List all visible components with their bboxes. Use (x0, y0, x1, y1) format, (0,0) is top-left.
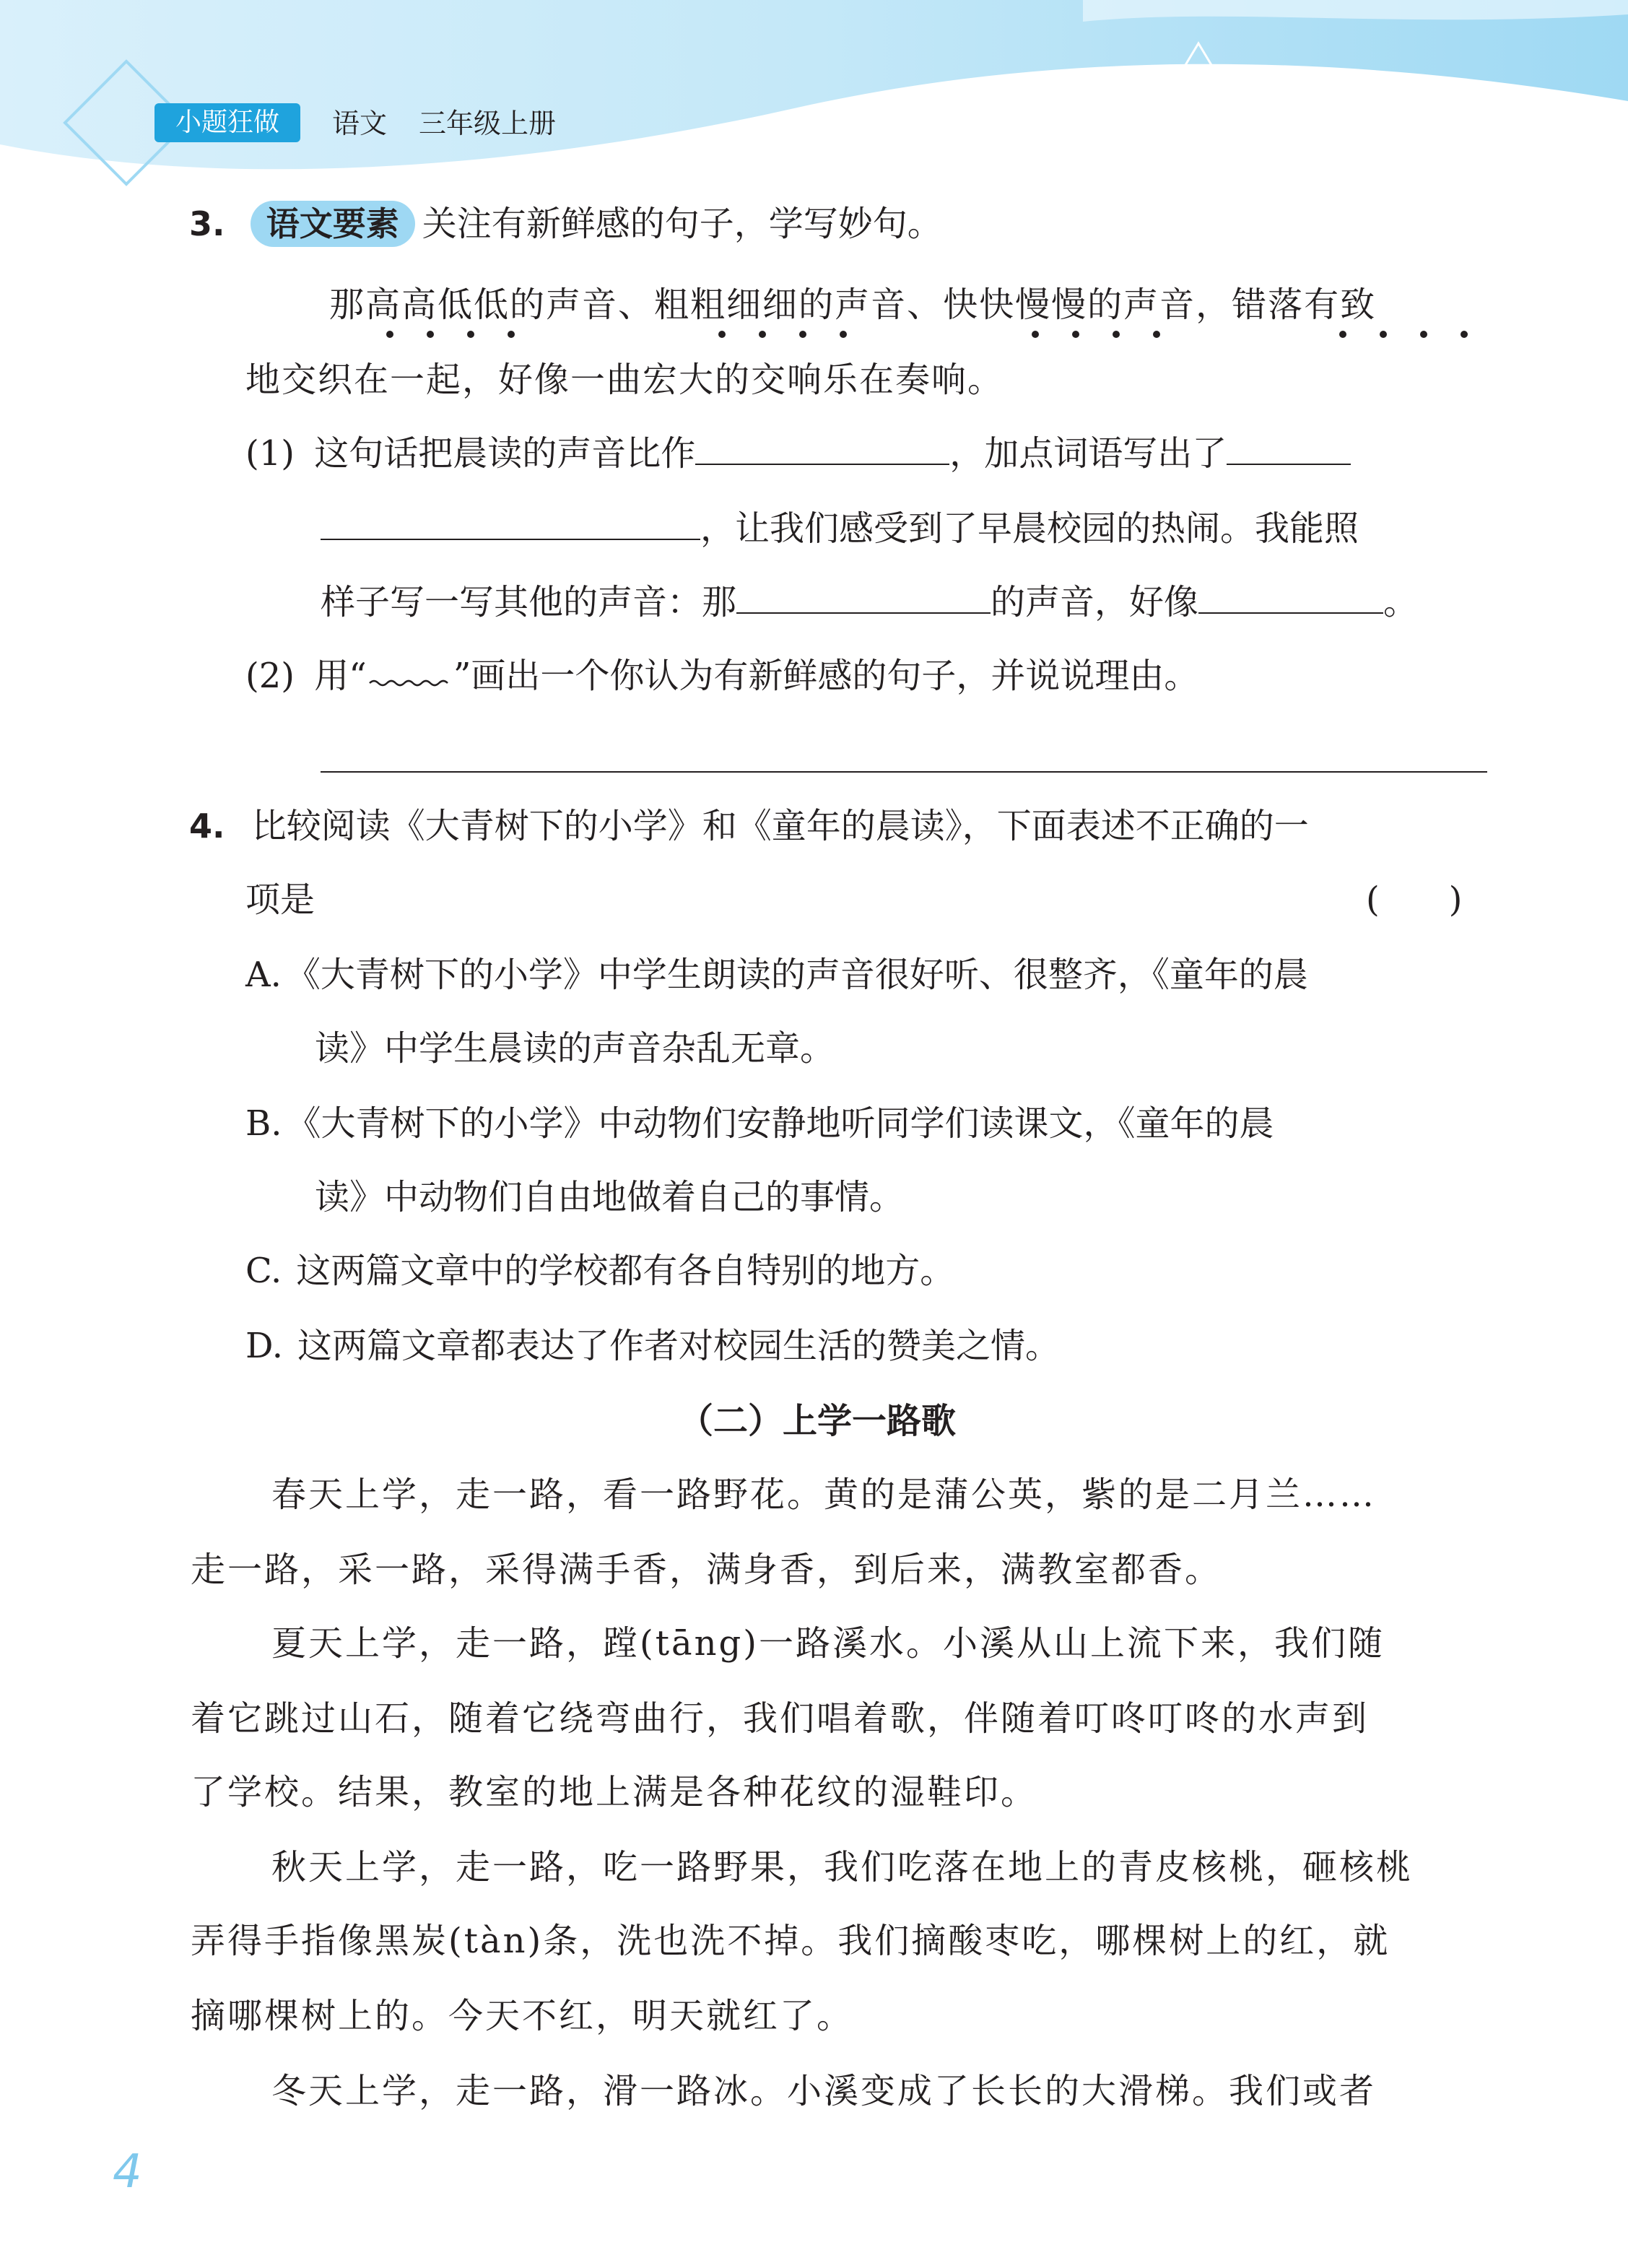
q3-passage-line1: 那高高低低的声音、粗粗细细的声音、快快慢慢的声音，错落有致 (329, 284, 1377, 325)
q4-number: 4. (189, 807, 225, 846)
passage-line: 弄得手指像黑炭(tàn)条，洗也洗不掉。我们摘酸枣吃，哪棵树上的红，就 (191, 1921, 1390, 1961)
emphasis-dots (0, 329, 1628, 343)
q3-heading (189, 201, 942, 247)
page-number: 4 (113, 2145, 142, 2199)
passage-line: 夏天上学，走一路，蹚(tāng)一路溪水。小溪从山上流下来，我们随 (271, 1623, 1385, 1664)
answer-blank[interactable] (736, 581, 991, 614)
option-text: 《大青树下的小学》中动物们安静地听同学们读课文，《童年的晨 (286, 1103, 1274, 1144)
q4-line1: 4. 比较阅读《大青树下的小学》和《童年的晨读》，下面表述不正确的一 (189, 806, 1309, 846)
option-label: D. (245, 1326, 284, 1366)
q3-sub2-line: (2) 用“ ”画出一个你认为有新鲜感的句子，并说说理由。 (245, 653, 1198, 699)
passage-line: 摘哪棵树上的。今天不红，明天就红了。 (191, 1996, 854, 2036)
q4-answer-paren[interactable]: ( ) (1366, 879, 1463, 920)
q3-title: 关注有新鲜感的句子，学写妙句。 (422, 204, 942, 244)
passage-line: 春天上学，走一路，看一路野花。黄的是蒲公英，紫的是二月兰…… (271, 1474, 1377, 1515)
header-grade: 三年级上册 (419, 108, 557, 139)
dotted-phrase: 错落有致 (1232, 284, 1377, 325)
option-label: B. (245, 1103, 282, 1144)
dotted-phrase: 粗粗细细 (654, 284, 799, 325)
q3-sub2-answer-line[interactable] (321, 771, 1487, 773)
q4-line2: 项是 (245, 879, 315, 920)
header-series-badge: 小题狂做 (154, 103, 300, 142)
q3-number: 3. (189, 204, 225, 243)
wavy-line-icon (367, 653, 453, 685)
dotted-phrase: 快快慢慢 (943, 284, 1088, 325)
header-wave-background (0, 0, 1628, 202)
section-title: （二）上学一路歌 (679, 1401, 957, 1441)
q3-sub1-line2: ，让我们感受到了早晨校园的热闹。我能照 (321, 505, 1359, 552)
passage-line: 了学校。结果，教室的地上满是各种花纹的湿鞋印。 (191, 1772, 1038, 1812)
q3-passage-line2: 地交织在一起，好像一曲宏大的交响乐在奏响。 (245, 360, 1004, 400)
option-text: 《大青树下的小学》中学生朗读的声音很好听、很整齐，《童年的晨 (285, 955, 1308, 995)
option-text-continued: 读》中动物们自由地做着自己的事情。 (315, 1177, 905, 1217)
q3-sub1-line3: 样子写一写其他的声音：那 的声音，好像 。 (321, 582, 1419, 622)
option-text: 这两篇文章中的学校都有各自特别的地方。 (296, 1251, 955, 1291)
answer-blank[interactable] (321, 507, 700, 540)
passage-line: 秋天上学，走一路，吃一路野果，我们吃落在地上的青皮核桃，砸核桃 (271, 1847, 1414, 1887)
answer-blank[interactable] (695, 432, 949, 465)
header-subject: 语文 (332, 108, 388, 139)
q3-sub1-line1: (1) 这句话把晨读的声音比作 ，加点词语写出了 (245, 430, 1351, 477)
q3-tag: 语文要素 (251, 201, 415, 247)
answer-blank[interactable] (1198, 581, 1383, 614)
option-text: 这两篇文章都表达了作者对校园生活的赞美之情。 (297, 1326, 1061, 1366)
passage-line: 走一路，采一路，采得满手香，满身香，到后来，满教室都香。 (191, 1550, 1222, 1590)
option-label: C. (245, 1251, 282, 1291)
passage-line: 冬天上学，走一路，滑一路冰。小溪变成了长长的大滑梯。我们或者 (271, 2071, 1377, 2111)
dotted-phrase: 高高低低 (365, 284, 510, 325)
option-label: A. (245, 955, 282, 995)
answer-blank[interactable] (1227, 432, 1351, 465)
passage-line: 着它跳过山石，随着它绕弯曲行，我们唱着歌，伴随着叮咚叮咚的水声到 (191, 1698, 1370, 1739)
option-text-continued: 读》中学生晨读的声音杂乱无章。 (315, 1028, 835, 1069)
